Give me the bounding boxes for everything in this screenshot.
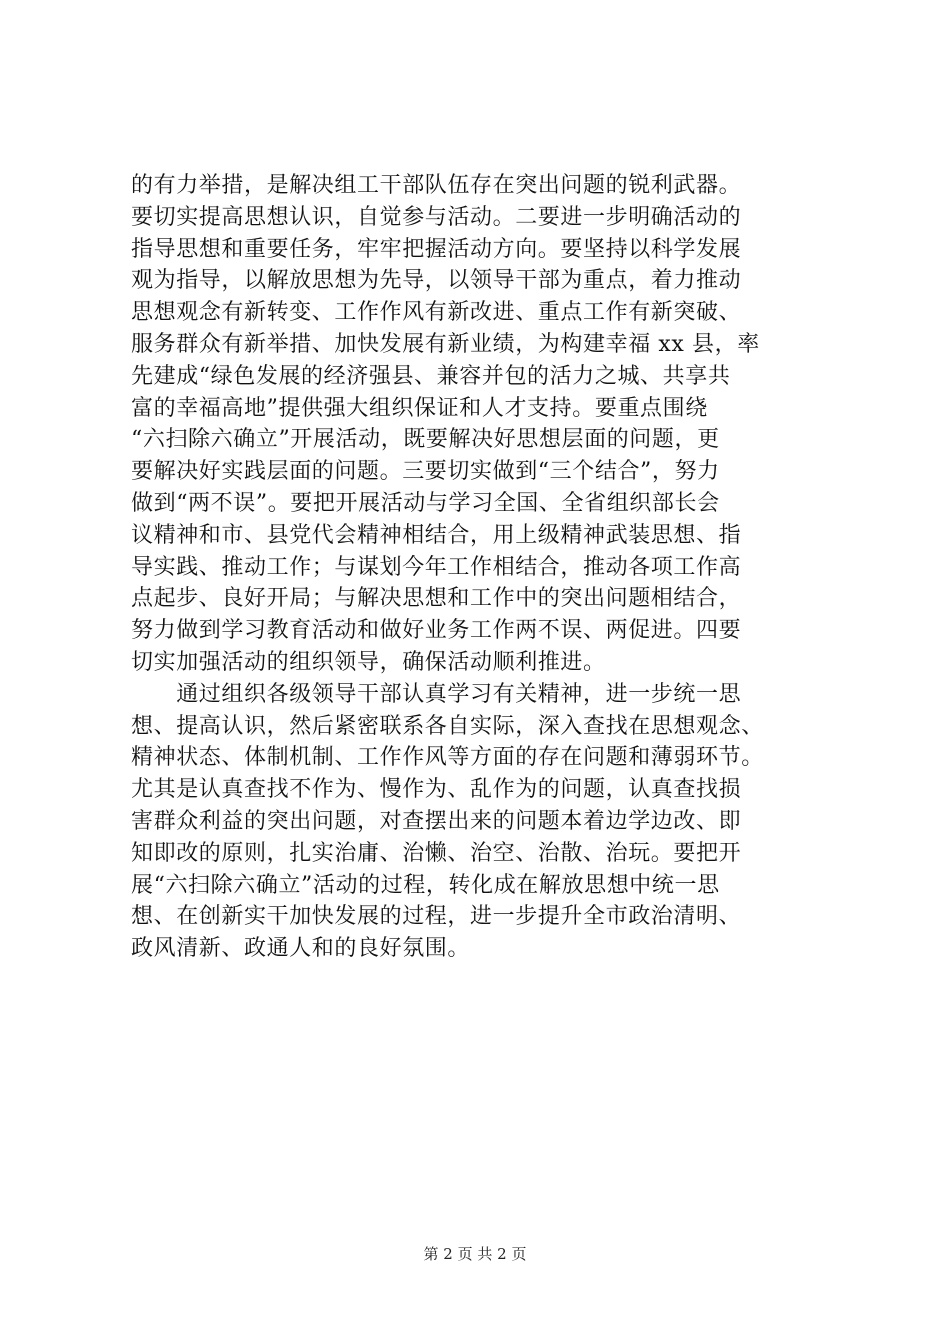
text-line: 知即改的原则，扎实治庸、治懒、治空、治散、治玩。要把开 xyxy=(131,840,742,866)
text-line: 做到“两不误”。要把开展活动与学习全国、全省组织部长会 xyxy=(131,490,720,516)
text-line: 想、提高认识，然后紧密联系各自实际，深入查找在思想观念、 xyxy=(131,713,764,739)
text-line: 点起步、良好开局；与解决思想和工作中的突出问题相结合， xyxy=(131,586,742,612)
text-line: 的有力举措，是解决组工干部队伍存在突出问题的锐利武器。 xyxy=(131,173,742,198)
text-line: 精神状态、体制机制、工作作风等方面的存在问题和薄弱环节。 xyxy=(131,745,764,771)
text-line: 切实加强活动的组织领导，确保活动顺利推进。 xyxy=(131,649,606,675)
text-line: 展“六扫除六确立”活动的过程，转化成在解放思想中统一思 xyxy=(131,872,720,898)
text-line: 观为指导，以解放思想为先导，以领导干部为重点，着力推动 xyxy=(131,268,742,294)
text-line: 富的幸福高地”提供强大组织保证和人才支持。要重点围绕 xyxy=(131,395,708,421)
text-line: 努力做到学习教育活动和做好业务工作两不误、两促进。四要 xyxy=(131,618,742,644)
text-line: “六扫除六确立”开展活动，既要解决好思想层面的问题，更 xyxy=(131,427,720,453)
text-line: 害群众利益的突出问题，对查摆出来的问题本着边学边改、即 xyxy=(131,808,742,834)
text-line: 要切实提高思想认识，自觉参与活动。二要进一步明确活动的 xyxy=(131,204,742,230)
body-text xyxy=(131,170,831,965)
text-line: 通过组织各级领导干部认真学习有关精神，进一步统一思 xyxy=(131,681,742,707)
text-line: 导实践、推动工作；与谋划今年工作相结合，推动各项工作高 xyxy=(131,554,742,580)
text-line: 思想观念有新转变、工作作风有新改进、重点工作有新突破、 xyxy=(131,300,742,326)
text-line: 指导思想和重要任务，牢牢把握活动方向。要坚持以科学发展 xyxy=(131,236,742,262)
text-line: 先建成“绿色发展的经济强县、兼容并包的活力之城、共享共 xyxy=(131,363,731,389)
page-footer: 第 2 页 共 2 页 xyxy=(423,1245,527,1263)
text-line: 议精神和市、县党代会精神相结合，用上级精神武装思想、指 xyxy=(131,522,742,548)
text-line: 要解决好实践层面的问题。三要切实做到“三个结合”，努力 xyxy=(131,459,720,485)
text-line: 政风清新、政通人和的良好氛围。 xyxy=(131,936,471,962)
text-line: 想、在创新实干加快发展的过程，进一步提升全市政治清明、 xyxy=(131,904,742,930)
text-line: 服务群众有新举措、加快发展有新业绩，为构建幸福 xx 县，率 xyxy=(131,331,760,357)
text-line: 尤其是认真查找不作为、慢作为、乱作为的问题，认真查找损 xyxy=(131,777,742,803)
